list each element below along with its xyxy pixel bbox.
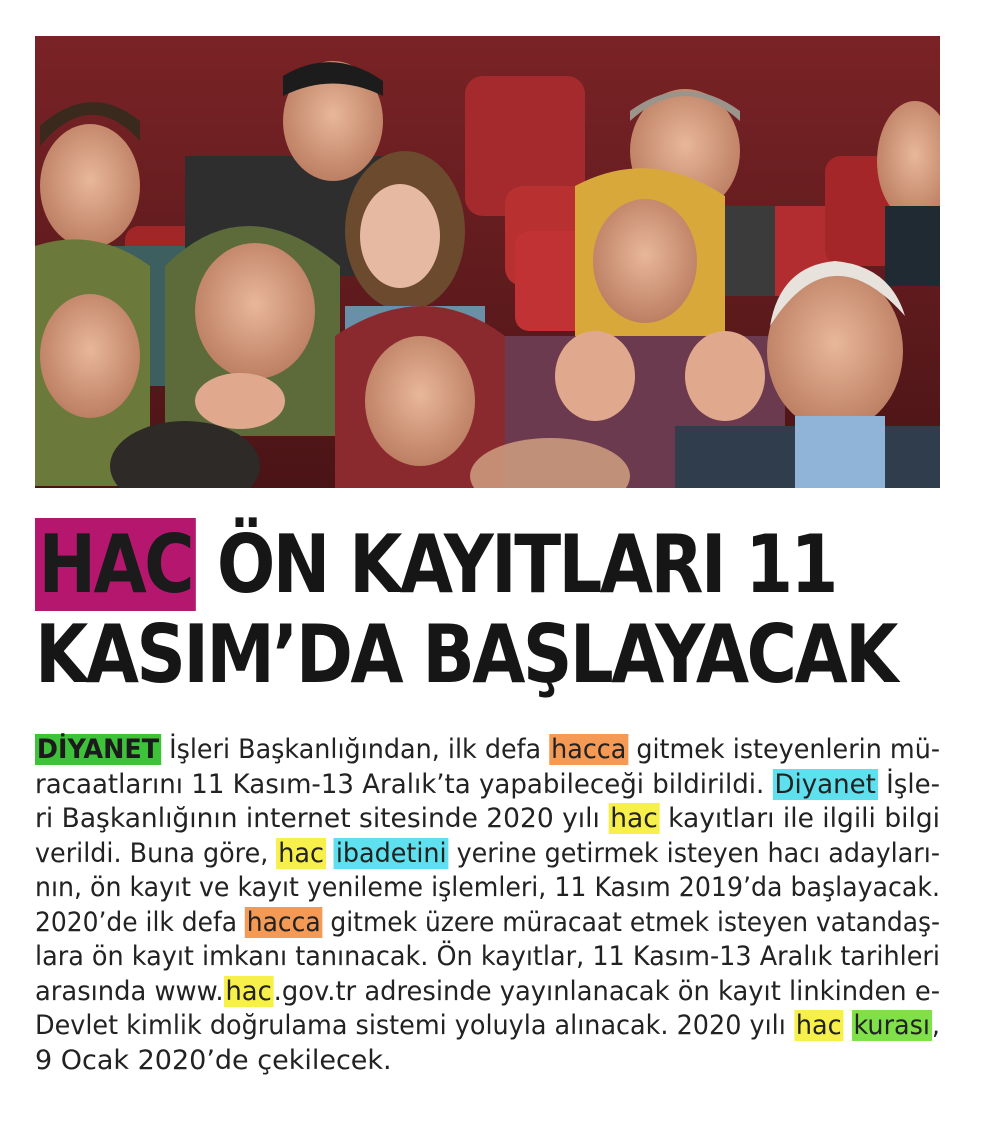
text-run: gitmek isteyenlerin mü- — [628, 734, 940, 765]
highlighted-term: Diyanet — [774, 768, 876, 800]
article-line — [35, 940, 940, 975]
article-line — [35, 837, 940, 872]
text-run: yerine getirmek isteyen hacı adayları- — [448, 837, 940, 869]
article-line-text — [35, 733, 940, 768]
highlighted-term: ibadetini — [335, 837, 447, 869]
article-line — [35, 1044, 940, 1079]
article-line-text — [35, 768, 940, 803]
article-line-text — [35, 1009, 940, 1044]
text-run: lara ön kayıt imkanı tanınacak. Ön kayıtlar, 11 Kasım-13 Aralık tarihleri — [35, 941, 940, 972]
headline-line-1 — [35, 520, 835, 610]
text-run: verildi. Buna göre, — [35, 837, 277, 869]
article-line — [35, 975, 940, 1010]
text-run: gitmek üzere müracaat etmek isteyen vatandaş- — [322, 906, 940, 938]
headline — [35, 518, 896, 701]
article-line-text — [35, 906, 940, 941]
highlighted-term: hacca — [551, 734, 627, 765]
text-run: İşleri Başkanlığından, ilk defa — [161, 734, 550, 765]
headline-line-1-rest: ÖN KAYITLARI 11 — [216, 518, 836, 611]
text-run: .gov.tr adresinde yayınlanacak ön kayıt linkinden e- — [273, 975, 940, 1007]
article-line — [35, 733, 940, 768]
article-line — [35, 802, 940, 837]
text-run: 2020’de ilk defa — [35, 906, 245, 938]
headline-highlight: HAC — [35, 518, 195, 611]
text-run: racaatlarını 11 Kasım-13 Aralık’ta yapabileceği bildirildi. — [35, 768, 773, 800]
highlighted-term: hacca — [246, 906, 321, 938]
article-line — [35, 871, 940, 906]
text-run: arasında www. — [35, 975, 224, 1007]
article-body — [35, 733, 940, 1078]
article-line-text — [35, 940, 940, 975]
headline-line-2: KASIM’DA BAŞLAYACAK — [35, 608, 896, 701]
text-run: Devlet kimlik doğrulama sistemi yoluyla alınacak. 2020 yılı — [35, 1010, 794, 1041]
news-photo — [35, 36, 940, 488]
text-run: 9 Ocak 2020’de çekilecek. — [35, 1044, 392, 1076]
highlighted-term: hac — [278, 837, 324, 869]
article-line — [35, 768, 940, 803]
text-run: İşle- — [877, 768, 940, 800]
article-line-text — [35, 975, 940, 1010]
text-run: , — [931, 1010, 940, 1041]
highlighted-term: kurası — [853, 1010, 931, 1041]
highlighted-term: hac — [795, 1010, 842, 1041]
article-line-text — [35, 1044, 392, 1079]
text-run — [843, 1010, 851, 1041]
article-line-text — [35, 802, 940, 837]
text-run: nın, ön kayıt ve kayıt yenileme işlemleri, 11 Kasım 2019’da başlayacak. — [35, 872, 940, 903]
article-line — [35, 906, 940, 941]
article-line — [35, 1009, 940, 1044]
highlighted-term: hac — [225, 975, 272, 1007]
text-run: ri Başkanlığının internet sitesinde 2020 yılı — [35, 803, 609, 834]
article-line-text — [35, 871, 940, 906]
text-run: kayıtları ile ilgili bilgi — [659, 803, 940, 834]
highlighted-term: hac — [610, 803, 658, 834]
article-line-text — [35, 837, 940, 872]
highlighted-term: DİYANET — [36, 734, 160, 765]
